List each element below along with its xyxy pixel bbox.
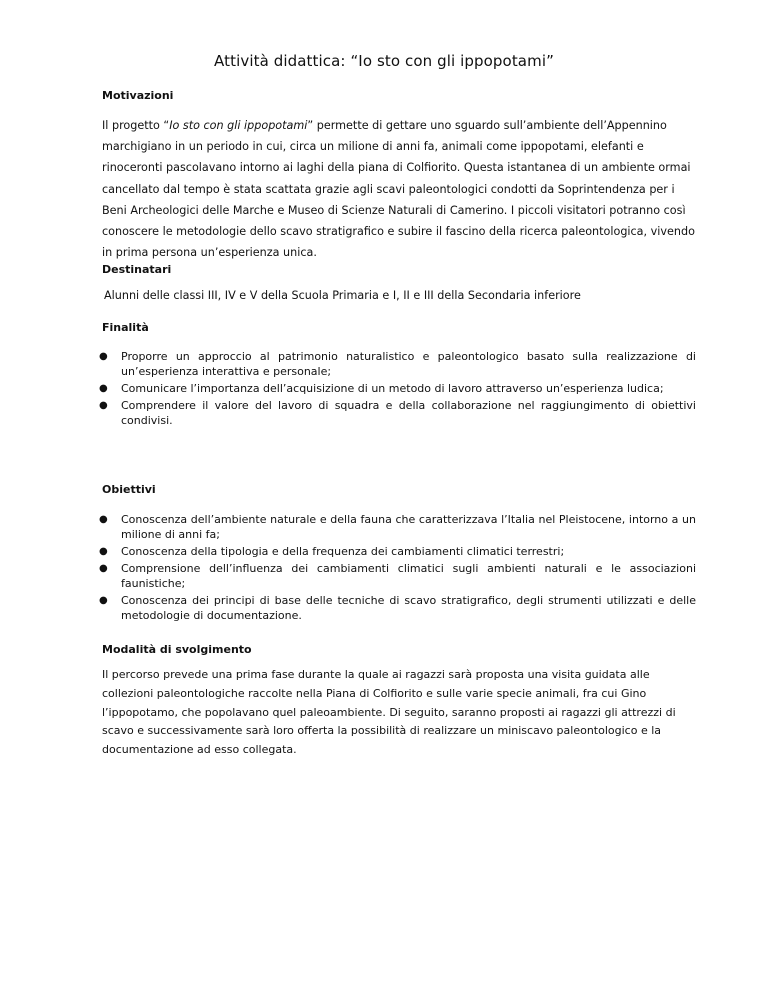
paragraph-motivazioni <box>102 115 696 263</box>
bullet-icon: ● <box>99 563 108 575</box>
list-item <box>99 594 696 623</box>
heading-obiettivi: Obiettivi <box>102 483 156 496</box>
paragraph-destinatari: Alunni delle classi III, IV e V della Scuola Primaria e I, II e III della Secondaria inferiore <box>104 289 581 302</box>
list-item-text: Comunicare l’importanza dell’acquisizione di un metodo di lavoro attraverso un’esperienza ludica; <box>121 381 664 395</box>
list-item-text: Conoscenza dell’ambiente naturale e della fauna che caratterizzava l’Italia nel Pleistocene, intorno a un milione di anni fa; <box>121 513 696 541</box>
paragraph-modalita: Il percorso prevede una prima fase durante la quale ai ragazzi sarà proposta una visita guidata alle collezioni paleontologiche raccolte nella Piana di Colfiorito e sulle varie specie animali, fra cui Gino l’ippopotamo, che popolavano quel paleoambiente. Di seguito, saranno proposti ai ragazzi gli attrezzi di scavo e successivamente sarà loro offerta la possibilità di realizzare un miniscavo paleontologico e la documentazione ad esso collegata. <box>102 668 676 757</box>
list-item-text: Proporre un approccio al patrimonio naturalistico e paleontologico basato sulla realizzazione di un’esperienza interattiva e personale; <box>121 350 696 378</box>
list-item-text: Conoscenza della tipologia e della frequenza dei cambiamenti climatici terrestri; <box>121 544 565 558</box>
project-name: Io sto con gli ippopotami <box>169 119 308 132</box>
heading-motivazioni: Motivazioni <box>102 89 174 102</box>
bullet-icon: ● <box>99 351 108 362</box>
bullet-icon: ● <box>99 545 108 557</box>
heading-destinatari: Destinatari <box>102 263 172 276</box>
list-item-text: Comprensione dell’influenza dei cambiamenti climatici sugli ambienti naturali e le associazioni faunistiche; <box>121 562 696 590</box>
document-title: Attività didattica: “Io sto con gli ippopotami” <box>214 52 554 70</box>
obiettivi-list <box>99 513 696 626</box>
list-item-text: Conoscenza dei principi di base delle tecniche di scavo stratigrafico, degli strumenti utilizzati e delle metodologie di documentazione. <box>121 594 696 622</box>
heading-finalita: Finalità <box>102 321 149 334</box>
list-item <box>99 513 696 542</box>
motivazioni-text-before: Il progetto “ <box>102 119 170 132</box>
list-item <box>99 562 696 591</box>
list-item <box>99 399 696 428</box>
motivazioni-text-after: ” permette di gettare uno sguardo sull’ambiente dell’Appennino marchigiano in un periodo in cui, circa un milione di anni fa, animali come ippopotami, elefanti e rinoceronti pascolavano intorno ai laghi della piana di Colfiorito. Questa istantanea di un ambiente ormai cancellato dal tempo è stata scattata grazie agli scavi paleontologici condotti da Soprintendenza per i Beni Archeologici delle Marche e Museo di Scienze Naturali di Camerino. I piccoli visitatori potranno così conoscere le metodologie dello scavo stratigrafico e subire il fascino della ricerca paleontologica, vivendo in prima persona un’esperienza unica. <box>102 119 695 260</box>
bullet-icon: ● <box>99 400 108 412</box>
bullet-icon: ● <box>99 595 108 607</box>
list-item-text: Comprendere il valore del lavoro di squadra e della collaborazione nel raggiungimento di obiettivi condivisi. <box>121 399 696 427</box>
bullet-icon: ● <box>99 382 108 394</box>
list-item <box>99 350 696 379</box>
list-item <box>99 544 696 560</box>
heading-modalita: Modalità di svolgimento <box>102 643 252 656</box>
bullet-icon: ● <box>99 514 108 525</box>
finalita-list <box>99 350 696 431</box>
list-item <box>99 381 696 397</box>
